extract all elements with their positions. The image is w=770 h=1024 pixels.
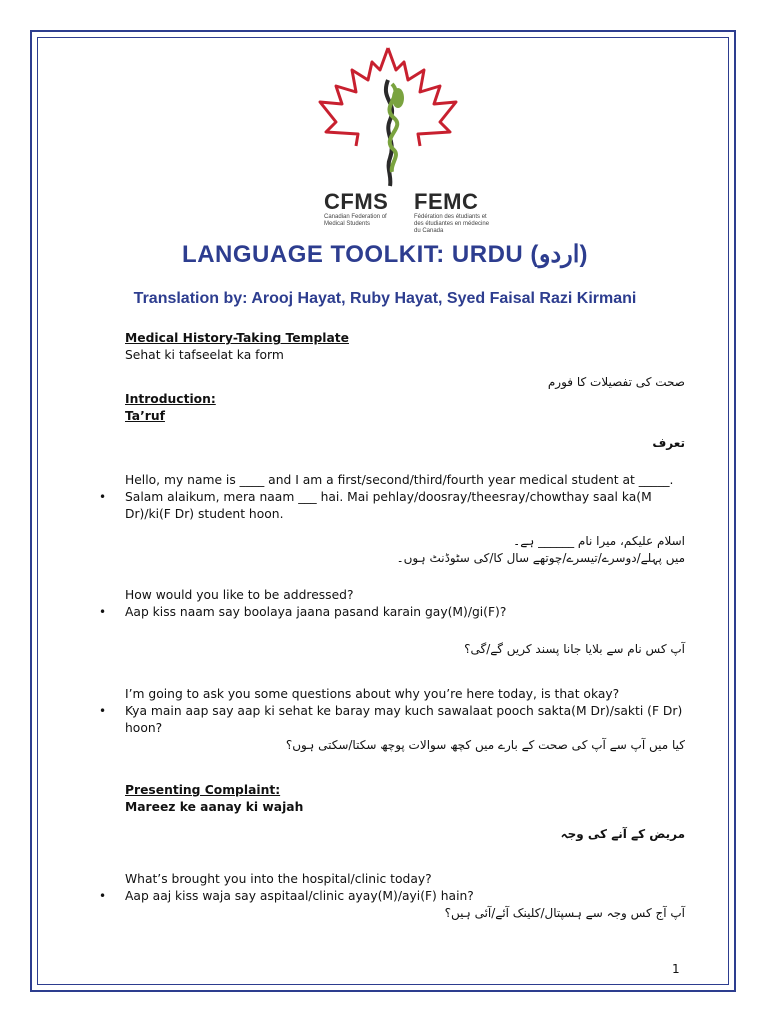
list-item xyxy=(99,871,685,922)
bullet-icon: • xyxy=(99,490,107,504)
bullet-icon: • xyxy=(99,605,107,619)
presenting-urdu: مریض کے آنے کی وجہ xyxy=(560,827,685,841)
presenting-roman: Mareez ke aanay ki wajah xyxy=(125,800,304,814)
item-urdu: آپ کس نام سے بلایا جانا پسند کریں گے/گی؟ xyxy=(464,642,685,656)
template-urdu: صحت کی تفصیلات کا فورم xyxy=(547,375,685,389)
item-roman: Salam alaikum, mera naam ___ hai. Mai pehlay/doosray/theesray/chowthay saal ka(M Dr)/ki(F Dr) student hoon. xyxy=(125,490,652,521)
introduction-roman: Ta’ruf xyxy=(125,409,165,423)
femc-subtitle: Fédération des étudiants et des étudiantes en médecine du Canada xyxy=(414,214,490,234)
item-urdu-2: میں پہلے/دوسرے/تیسرے/چوتھے سال کا/کی سٹوڈنٹ ہوں۔ xyxy=(396,551,685,565)
item-english: What’s brought you into the hospital/clinic today? xyxy=(125,872,432,886)
femc-wordmark: FEMC xyxy=(414,189,479,214)
introduction-heading: Introduction: xyxy=(125,392,216,406)
page-number: 1 xyxy=(672,962,680,976)
item-english: I’m going to ask you some questions about why you’re here today, is that okay? xyxy=(125,687,620,701)
item-urdu: کیا میں آپ سے آپ کی صحت کے بارے میں کچھ سوالات پوچھ سکتا/سکتی ہوں؟ xyxy=(285,738,685,752)
cfms-subtitle: Canadian Federation of Medical Students xyxy=(324,214,387,227)
item-roman: Aap kiss naam say boolaya jaana pasand karain gay(M)/gi(F)? xyxy=(125,605,507,619)
list-item xyxy=(99,587,685,658)
presenting-heading: Presenting Complaint: xyxy=(125,783,281,797)
translators-line: Translation by: Arooj Hayat, Ruby Hayat, Syed Faisal Razi Kirmani xyxy=(133,290,637,307)
template-roman: Sehat ki tafseelat ka form xyxy=(125,348,284,362)
list-item xyxy=(99,472,685,567)
bullet-icon: • xyxy=(99,704,107,718)
document-body xyxy=(99,330,685,922)
page-title: LANGUAGE TOOLKIT: URDU (اردو) xyxy=(182,241,588,268)
cfms-wordmark: CFMS xyxy=(324,189,389,214)
item-urdu: آپ آج کس وجہ سے ہسپتال/کلینک آئے/آئی ہیں؟ xyxy=(444,906,685,920)
maple-leaf-logo-icon xyxy=(300,40,500,190)
item-english: Hello, my name is ____ and I am a first/second/third/fourth year medical student at _____. xyxy=(125,473,674,487)
item-english: How would you like to be addressed? xyxy=(125,588,354,602)
item-roman: Kya main aap say aap ki sehat ke baray may kuch sawalaat pooch sakta(M Dr)/sakti (F Dr) hoon? xyxy=(125,704,683,735)
bullet-icon: • xyxy=(99,889,107,903)
item-urdu: اسلام علیکم، میرا نام ______ ہے۔ xyxy=(513,534,685,548)
introduction-urdu: تعرف xyxy=(652,436,685,450)
list-item xyxy=(99,686,685,754)
item-roman: Aap aaj kiss waja say aspitaal/clinic ayay(M)/ayi(F) hain? xyxy=(125,889,474,903)
cfms-femc-logo xyxy=(300,40,500,234)
template-heading: Medical History-Taking Template xyxy=(125,331,349,345)
